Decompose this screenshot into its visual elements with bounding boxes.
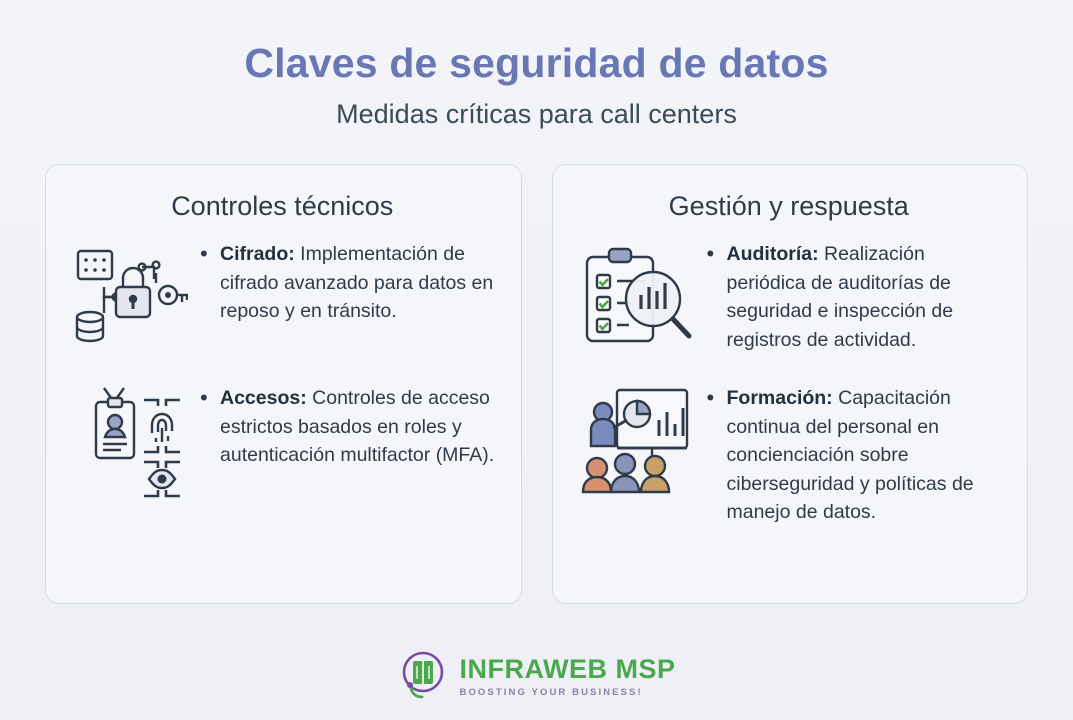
list-item: [68, 240, 497, 358]
list-item: [575, 384, 1004, 526]
list-item-term: Accesos:: [220, 387, 307, 410]
list-item-text: [707, 240, 1004, 354]
brand-name: [459, 653, 676, 684]
columns-container: [0, 164, 1073, 604]
card-title: Controles técnicos: [171, 191, 394, 222]
list-item-term: Cifrado:: [220, 243, 295, 266]
brand-name-primary: INFRAWEB: [459, 653, 608, 684]
brand-wordmark: [459, 653, 676, 698]
list-item-description: Capacitación continua del personal en concienciación sobre ciberseguridad y políticas de manejo de datos.: [726, 387, 974, 524]
card-management-response: [552, 164, 1029, 604]
list-item-text: [707, 384, 1004, 526]
list-item-term: Auditoría:: [726, 243, 819, 266]
list-item-term: Formación:: [726, 387, 833, 410]
list-item-text: [200, 240, 497, 325]
brand-tagline: BOOSTING YOUR BUSINESS!: [459, 686, 643, 698]
list-item-description: Implementación de cifrado avanzado para datos en reposo y en tránsito.: [220, 243, 494, 323]
footer-logo: [0, 649, 1073, 704]
list-item-text: [200, 384, 497, 469]
brand-name-secondary: MSP: [607, 653, 676, 684]
list-item-description: Controles de acceso estrictos basados en roles y autenticación multifactor (MFA).: [220, 387, 495, 467]
card-technical-controls: [45, 164, 522, 604]
page-subtitle: Medidas críticas para call centers: [336, 99, 737, 130]
id-badge-fingerprint-icon: [68, 384, 190, 502]
list-item: [68, 384, 497, 502]
card-title: Gestión y respuesta: [668, 191, 909, 222]
lock-network-icon: [68, 240, 190, 358]
list-item-description: Realización periódica de auditorías de seguridad e inspección de registros de actividad.: [726, 243, 954, 351]
list-item: [575, 240, 1004, 358]
header: [0, 0, 1073, 130]
training-presentation-icon: [575, 384, 697, 502]
infraweb-book-icon: [397, 649, 449, 704]
page-title: Claves de seguridad de datos: [244, 40, 829, 86]
clipboard-magnifier-icon: [575, 240, 697, 358]
